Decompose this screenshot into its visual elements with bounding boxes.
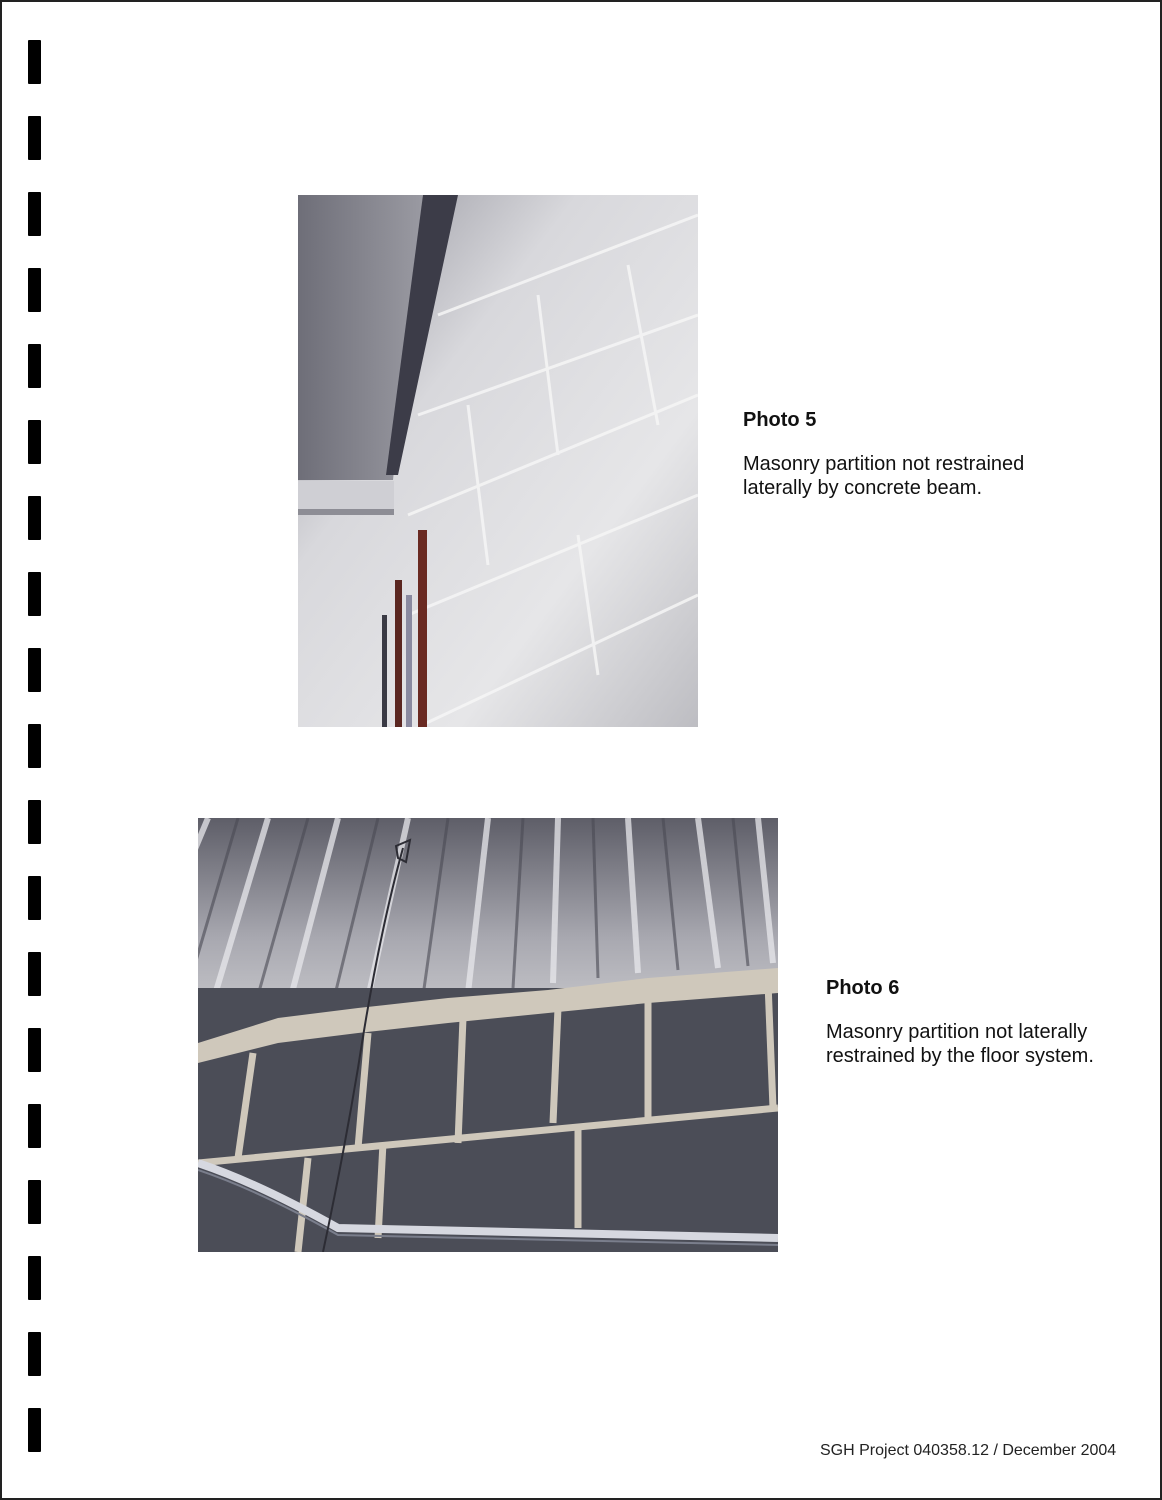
- binding-hole: [28, 1028, 41, 1072]
- photo-6-title: Photo 6: [826, 977, 900, 999]
- binding-hole: [28, 1180, 41, 1224]
- binding-hole: [28, 1256, 41, 1300]
- photo-6-caption: [826, 977, 1156, 1068]
- page-border-top: [0, 0, 1162, 2]
- binding-hole: [28, 420, 41, 464]
- binding-hole: [28, 1408, 41, 1452]
- comb-binding-holes: [0, 0, 60, 1500]
- binding-hole: [28, 192, 41, 236]
- binding-hole: [28, 1332, 41, 1376]
- binding-hole: [28, 952, 41, 996]
- binding-hole: [28, 496, 41, 540]
- binding-hole: [28, 268, 41, 312]
- binding-hole: [28, 344, 41, 388]
- photo-5-title: Photo 5: [743, 409, 817, 431]
- binding-hole: [28, 116, 41, 160]
- binding-hole: [28, 724, 41, 768]
- binding-hole: [28, 876, 41, 920]
- photo-6-image: [198, 818, 778, 1252]
- photo-5-caption: [743, 409, 1073, 500]
- binding-hole: [28, 800, 41, 844]
- binding-hole: [28, 1104, 41, 1148]
- binding-hole: [28, 40, 41, 84]
- photo-6-description: Masonry partition not laterally restrained by the floor system.: [826, 1021, 1094, 1067]
- photo-5-description: Masonry partition not restrained laterally by concrete beam.: [743, 453, 1025, 499]
- binding-hole: [28, 572, 41, 616]
- photo-5-image: [298, 195, 698, 727]
- binding-hole: [28, 648, 41, 692]
- page-footer: SGH Project 040358.12 / December 2004: [820, 1442, 1117, 1459]
